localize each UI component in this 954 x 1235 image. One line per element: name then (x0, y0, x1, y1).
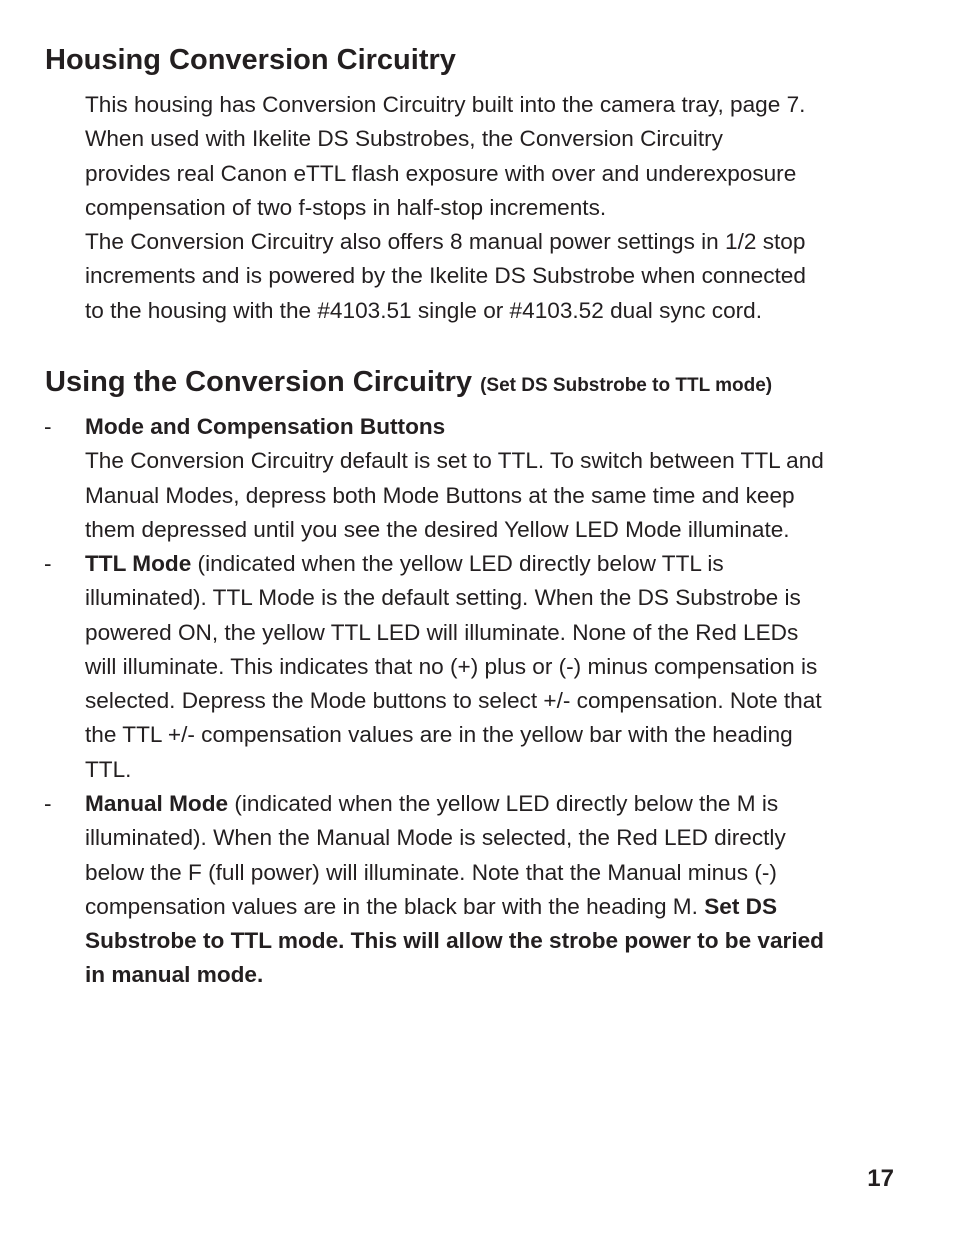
text-line: Manual Modes, depress both Mode Buttons at the same time and keep (85, 482, 795, 508)
page-number: 17 (867, 1165, 894, 1192)
list-item-manual-mode (85, 787, 900, 993)
text-line: The Conversion Circuitry also offers 8 manual power settings in 1/2 stop (85, 229, 806, 255)
text-line: The Conversion Circuitry default is set to TTL. To switch between TTL and (85, 448, 824, 474)
text-run: (indicated when the yellow LED directly below the M is (228, 791, 779, 816)
text-line: them depressed until you see the desired Yellow LED Mode illuminate. (85, 516, 790, 542)
section-heading-note: (Set DS Substrobe to TTL mode) (480, 375, 773, 396)
text-line (85, 890, 900, 924)
section-heading-text: Using the Conversion Circuitry (45, 366, 473, 398)
section-heading-using-conversion-circuitry (45, 362, 772, 406)
list-item-lead: Manual Mode (85, 791, 229, 816)
text-line: powered ON, the yellow TTL LED will illuminate. None of the Red LEDs (85, 619, 799, 645)
text-line: increments and is powered by the Ikelite DS Substrobe when connected (85, 263, 806, 289)
section-heading-housing-conversion-circuitry: Housing Conversion Circuitry (45, 44, 456, 76)
text-line: selected. Depress the Mode buttons to select +/- compensation. Note that (85, 688, 822, 714)
text-line: provides real Canon eTTL flash exposure with over and underexposure (85, 160, 797, 186)
bullet-dash: - (44, 551, 52, 576)
text-line: compensation of two f-stops in half-stop increments. (85, 194, 607, 220)
text-line-bold: Substrobe to TTL mode. This will allow the strobe power to be varied (85, 928, 824, 954)
text-line: TTL. (85, 756, 132, 782)
text-line: to the housing with the #4103.51 single or #4103.52 dual sync cord. (85, 297, 763, 323)
text-run-bold: Set DS (704, 893, 778, 919)
list-item-lead: TTL Mode (85, 551, 192, 576)
text-line: This housing has Conversion Circuitry built into the camera tray, page 7. (85, 92, 806, 117)
list-item-heading: Mode and Compensation Buttons (85, 414, 446, 439)
text-line-bold: in manual mode. (85, 962, 264, 988)
text-line: the TTL +/- compensation values are in the yellow bar with the heading (85, 722, 793, 748)
text-line: When used with Ikelite DS Substrobes, the Conversion Circuitry (85, 126, 723, 152)
text-run: (indicated when the yellow LED directly below TTL is (191, 551, 724, 576)
text-line: below the F (full power) will illuminate. Note that the Manual minus (-) (85, 859, 777, 885)
list-item-mode-buttons (85, 410, 900, 547)
text-line: illuminated). When the Manual Mode is selected, the Red LED directly (85, 825, 786, 851)
text-line: will illuminate. This indicates that no (+) plus or (-) minus compensation is (85, 653, 818, 679)
text-run: compensation values are in the black bar with the heading M. (85, 893, 705, 919)
list-item-ttl-mode (85, 547, 900, 787)
section1-paragraph (85, 88, 900, 328)
bullet-dash: - (44, 414, 52, 439)
text-line (85, 547, 900, 581)
text-line (85, 787, 900, 821)
text-line: illuminated). TTL Mode is the default setting. When the DS Substrobe is (85, 585, 801, 611)
bullet-dash: - (44, 791, 52, 816)
